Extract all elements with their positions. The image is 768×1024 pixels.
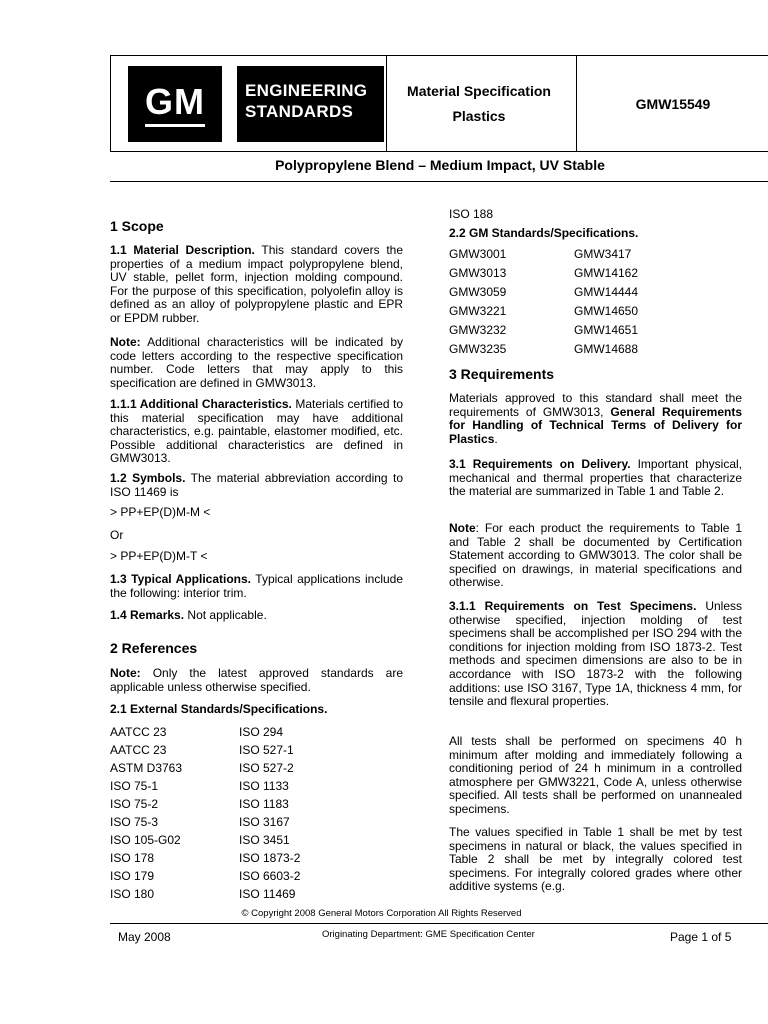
- list-item: ISO 75-1: [110, 779, 159, 793]
- list-item: AATCC 23: [110, 743, 167, 757]
- list-item: ASTM D3763: [110, 761, 183, 775]
- symbol-or: Or: [110, 528, 124, 542]
- gm-logo-text: GM: [145, 82, 205, 127]
- list-item: ISO 6603-2: [239, 869, 301, 883]
- gm-logo: [128, 66, 222, 142]
- list-item: ISO 179: [110, 869, 155, 883]
- title-rule: [110, 181, 768, 182]
- list-item: GMW14650: [574, 304, 639, 318]
- section-3-1: 3.1 Requirements on Delivery. Important physical, mechanical and thermal properties that characterize the material are summarized in Table 1 and Table 2.: [449, 457, 742, 499]
- list-item: GMW3013: [449, 266, 507, 280]
- spec-type: Material Specification: [407, 83, 551, 99]
- note-1: Note: Additional characteristics will be indicated by code letters according to the respective specification number. Code letters that may apply to this specification are defined in GMW3013.: [110, 335, 403, 390]
- list-item: ISO 75-3: [110, 815, 159, 829]
- requirements-heading: 3 Requirements: [449, 366, 555, 382]
- list-item: GMW3221: [449, 304, 507, 318]
- engineering-standards-badge: [237, 66, 384, 142]
- section-1-2: 1.2 Symbols. The material abbreviation according to ISO 11469 is: [110, 471, 403, 499]
- copyright: © Copyright 2008 General Motors Corporation All Rights Reserved: [241, 908, 522, 919]
- doc-number: GMW15549: [635, 96, 711, 112]
- list-item: ISO 3451: [239, 833, 290, 847]
- list-item: ISO 1133: [239, 779, 289, 793]
- list-item: GMW3232: [449, 323, 507, 337]
- section-1-4: 1.4 Remarks. Not applicable.: [110, 608, 267, 622]
- spec-category: Plastics: [452, 108, 506, 124]
- list-item: GMW14162: [574, 266, 639, 280]
- section-2-1: 2.1 External Standards/Specifications.: [110, 702, 328, 716]
- symbol-2: > PP+EP(D)M-T <: [110, 549, 208, 563]
- eng-line2: STANDARDS: [245, 102, 354, 121]
- iso-188: ISO 188: [449, 207, 494, 221]
- list-item: GMW14688: [574, 342, 639, 356]
- list-item: ISO 178: [110, 851, 155, 865]
- section-3-1-1: 3.1.1 Requirements on Test Specimens. Unless otherwise specified, injection molding of test specimens shall be accomplished per ISO 294 with the conditions for injection molding from ISO 1873-2. Test methods and specimen dimensions are also to be in accordance with ISO 1873-2 with the following additions: use ISO 3167, Type 1A, thickness 4 mm, for tensile and flexural properties.: [449, 599, 743, 709]
- list-item: GMW3001: [449, 247, 507, 261]
- list-item: GMW14651: [574, 323, 639, 337]
- list-item: ISO 1873-2: [239, 851, 301, 865]
- eng-line1: ENGINEERING: [245, 81, 368, 100]
- external-standards-list: [110, 723, 403, 903]
- footer-date: May 2008: [118, 930, 171, 944]
- requirements-intro: Materials approved to this standard shall meet the requirements of GMW3013, General Requirements for Handling of Technical Terms of Delivery for Plastics.: [449, 391, 742, 446]
- header-divider: [386, 56, 387, 151]
- page-title: Polypropylene Blend – Medium Impact, UV Stable: [275, 157, 605, 173]
- symbol-1: > PP+EP(D)M-M <: [110, 505, 211, 519]
- list-item: ISO 527-2: [239, 761, 294, 775]
- list-item: GMW3417: [574, 247, 632, 261]
- list-item: ISO 3167: [239, 815, 290, 829]
- list-item: ISO 527-1: [239, 743, 294, 757]
- footer-rule: [110, 923, 768, 924]
- list-item: ISO 105-G02: [110, 833, 181, 847]
- list-item: AATCC 23: [110, 725, 167, 739]
- references-heading: 2 References: [110, 640, 198, 656]
- list-item: ISO 1183: [239, 797, 289, 811]
- list-item: ISO 294: [239, 725, 284, 739]
- section-1-3: 1.3 Typical Applications. Typical applications include the following: interior trim.: [110, 572, 404, 600]
- list-item: ISO 11469: [239, 887, 296, 901]
- page-number: Page 1 of 5: [670, 930, 732, 944]
- footer-department: Originating Department: GME Specification Center: [322, 929, 535, 940]
- section-2-2: 2.2 GM Standards/Specifications.: [449, 226, 639, 240]
- scope-heading: 1 Scope: [110, 218, 164, 234]
- list-item: GMW3059: [449, 285, 507, 299]
- list-item: GMW14444: [574, 285, 639, 299]
- list-item: GMW3235: [449, 342, 507, 356]
- values-paragraph: The values specified in Table 1 shall be met by test specimens in natural or black, the values specified in Table 2 shall be met by integrally colored test specimens. For integrally colored grades where other additive systems (e.g.: [449, 825, 742, 894]
- list-item: ISO 180: [110, 887, 155, 901]
- section-1-1-1: 1.1.1 Additional Characteristics. Materials certified to this material specification may have additional characteristics, e.g. paintable, elastomer modified, etc. Possible additional characteristics are defined in GMW3013.: [110, 397, 403, 466]
- tests-paragraph: All tests shall be performed on specimens 40 h minimum after molding and immediately following a conditioning period of 24 h minimum in a controlled atmosphere per GMW3221, Code A, unless otherwise specified. All tests shall be performed on unannealed specimens.: [449, 734, 742, 816]
- list-item: ISO 75-2: [110, 797, 159, 811]
- gm-standards-list: [449, 245, 742, 359]
- section-1-1: 1.1 Material Description. This standard covers the properties of a medium impact polypropylene blend, UV stable, pellet form, injection molding compound. For the purpose of this specification, polyolefin alloy is defined as an alloy of polypropylene plastic and EPR or EPDM rubber.: [110, 243, 403, 325]
- note-3: Note: For each product the requirements to Table 1 and Table 2 shall be documented by Certification Statement according to GMW3013. The color shall be specified on drawings, in material specifications and otherwise.: [449, 521, 742, 590]
- note-2: Note: Only the latest approved standards are applicable unless otherwise specified.: [110, 666, 403, 694]
